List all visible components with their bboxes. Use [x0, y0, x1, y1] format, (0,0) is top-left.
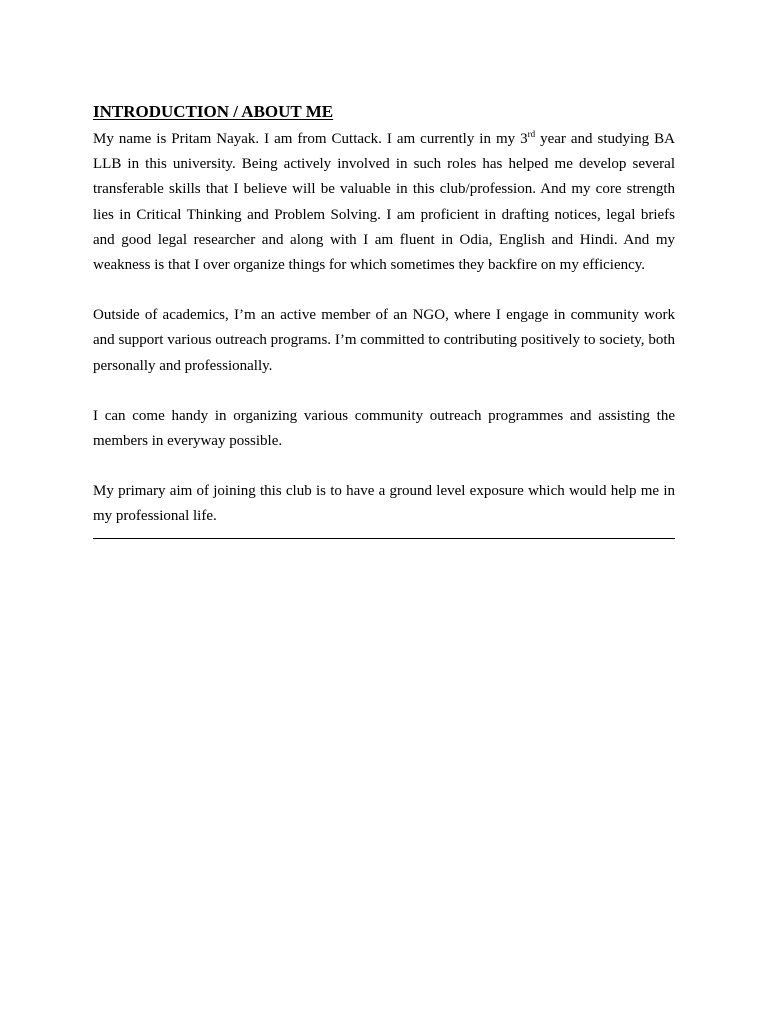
intro-text-start: My name is Pritam Nayak. I am from Cuttack. I am currently in my 3	[93, 131, 528, 147]
ordinal-superscript: rd	[527, 129, 536, 139]
academics-paragraph: Outside of academics, I’m an active member of an NGO, where I engage in community work and support various outreach programs. I’m committed to contributing positively to society, both personally and professionally.	[93, 307, 675, 374]
contribution-paragraph: I can come handy in organizing various community outreach programmes and assisting the members in everyway possible.	[93, 407, 675, 450]
intro-text-end: year and studying BA LLB in this university. Being actively involved in such roles has helped me develop several transferable skills that I believe will be valuable in this club/profession. And my core strength lies in Critical Thinking and Problem Solving. I am proficient in drafting notices, legal briefs and good legal researcher and along with I am fluent in Odia, English and Hindi. And my weakness is that I over organize things for which sometimes they backfire on my efficiency.	[93, 131, 676, 274]
section-heading: INTRODUCTION / ABOUT ME	[93, 102, 334, 121]
document-page	[93, 100, 675, 539]
horizontal-rule	[93, 538, 675, 539]
aim-paragraph: My primary aim of joining this club is to have a ground level exposure which would help me in my professional life.	[93, 483, 675, 525]
intro-paragraph	[93, 127, 675, 278]
